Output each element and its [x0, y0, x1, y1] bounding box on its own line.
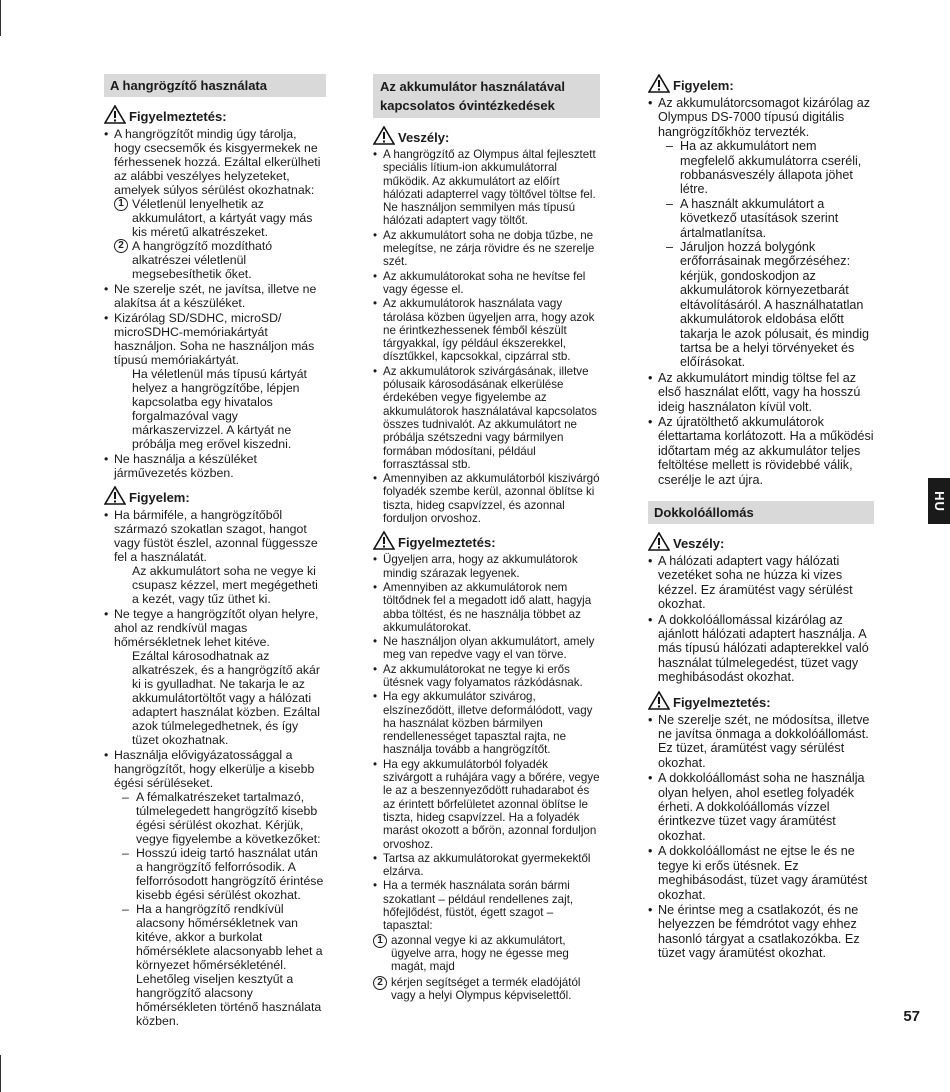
dash-item: – A használt akkumulátort a következő utasítások szerint ártalmatlanítsa.: [666, 196, 839, 240]
numbered-item-1: 1 azonnal vegye ki az akkumulátort, ügyelve arra, hogy ne égesse meg magát, majd: [373, 934, 600, 974]
list-item: • Az akkumulátorokat ne tegye ki erős ütésnek vagy folyamatos rázkódásnak.: [373, 663, 600, 690]
list-item: • Ne szerelje szét, ne módosítsa, illetve ne javítsa önmaga a dokkolóállomást. Ez tüzet, áramütést vagy sérülést okozhat.: [648, 713, 874, 771]
warning-triangle-icon: [104, 105, 126, 124]
page-edge-mark-top: [0, 0, 1, 36]
column-left: [104, 74, 326, 1029]
list-item: • A hangrögzítő az Olympus által fejlesztett speciális lítium-ion akkumulátorral működik. Az akkumulátort az előírt hálózati adapterrel vagy töltővel töltse fel. Ne használjon semmilyen más típusú hálózati adaptert vagy töltőt.: [373, 148, 600, 228]
column-right: [648, 74, 874, 962]
list-item: • Ne tegye a hangrögzítőt olyan helyre, ahol az rendkívül magas hőmérsékletnek lehet kitéve. Ezáltal károsodhatnak az alkatrészek, és a hangrögzítő akár ki is gyulladhat. Ne takarja le az akkumulátortöltőt vagy a hálózati adaptert használat közben. Ezáltal azok túlmelegedhetnek, és így tüzet okozhatnak.: [104, 607, 326, 747]
caution-list: [104, 508, 326, 1028]
language-tab: HU: [928, 478, 950, 524]
page-edge-mark-bottom: [0, 1055, 1, 1092]
circled-number-icon: 1: [114, 197, 128, 211]
list-item: • A dokkolóállomással kizárólag az ajánlott hálózati adaptert használja. A más típusú hálózati adapterekkel való használat túlmelegedést, tüzet vagy meghibásodást okozhat.: [648, 613, 874, 685]
list-item: • Ha bármiféle, a hangrögzítőből származó szokatlan szagot, hangot vagy füstöt észlel, azonnal függessze fel a használatát. Az akkumulátort soha ne vegye ki csupasz kézzel, mert megégetheti a kezét, vagy tűz üthet ki.: [104, 508, 326, 606]
danger-heading: Veszély:: [373, 126, 600, 145]
numbered-item-1: 1 Véletlenül lenyelhetik az akkumulátort, a kártyát vagy más kis méretű alkatrészeket.: [114, 197, 326, 239]
circled-number-icon: 2: [114, 239, 128, 253]
list-item: • Ha egy akkumulátorból folyadék szivárgott a ruhájára vagy a bőrére, vegye le az a beszennyeződött ruhadarabot és az érintett bőrfelületet azonnal öblítse le tiszta, hideg csapvízzel. Ha a folyadék marást okozott a bőrön, azonnal forduljon orvoshoz.: [373, 758, 600, 851]
list-item: • Az akkumulátort soha ne dobja tűzbe, ne melegítse, ne zárja rövidre és ne szerelje szét.: [373, 229, 600, 269]
list-item: • Az akkumulátort mindig töltse fel az első használat előtt, vagy ha hosszú ideig használaton kívül volt.: [648, 371, 874, 414]
column-middle: [373, 74, 600, 1002]
circled-number-icon: 2: [373, 976, 387, 990]
section-title-docking-station: Dokkolóállomás: [648, 501, 874, 524]
danger-heading: Veszély:: [648, 532, 874, 551]
list-item: • Amennyiben az akkumulátorból kiszivárgó folyadék szembe kerül, azonnal öblítse ki tiszta, hideg csapvízzel, és azonnal forduljon orvoshoz.: [373, 472, 600, 525]
list-item: • Tartsa az akkumulátorokat gyermekektől elzárva.: [373, 852, 600, 879]
list-item: • Ne használja a készüléket járművezetés közben.: [104, 452, 326, 480]
list-item: • Ha egy akkumulátor szivárog, elszíneződött, illetve deformálódott, vagy ha használat közben bármilyen rendellenességet tapasztal rajta, ne használja tovább a hangrögzítőt.: [373, 690, 600, 756]
dash-item: – Ha az akkumulátort nem megfelelő akkumulátorra cseréli, robbanásveszély állapota jöhet létre.: [666, 139, 862, 197]
list-item: • Használja elővigyázatossággal a hangrögzítőt, hogy elkerülje a kisebb égési sérüléseket. – A fémalkatrészeket tartalmazó, túlmelegedett hangrögzítő kisebb égési sérülést okozhat. Kérjük, vegye figyelembe a következőket: – Hosszú ideig tartó használat után a hangrögzítő felforrósodik. A felforrósodott hangrögzítő érintése kisebb égési sérülést okozhat. – Ha a hangrögzítő rendkívül alacsony hőmérsékletnek van kitéve, akkor a burkolat hőmérséklete alacsonyabb lehet a környezet hőmérsékleténél. Lehetőleg viseljen kesztyűt a hangrögzítő alacsony hőmérsékleten történő használata közben.: [104, 748, 326, 1028]
sub-text: Ha véletlenül más típusú kártyát helyez a hangrögzítőbe, lépjen kapcsolatba egy hivatalos forgalmazóval vagy márkaszervizzel. A kártyát ne próbálja meg erővel kiszedni.: [132, 367, 307, 451]
list-item: • A hangrögzítőt mindig úgy tárolja, hogy csecsemők és kisgyermekek ne férhessenek hozzá. Ezáltal elkerülheti az alábbi veszélyes helyzeteket, amelyek súlyos sérülést okozhatnak: 1 Véletlenül lenyelhetik az akkumulátort, a kártyát vagy más kis méretű alkatrészeket. 2 A hangrögzítő mozdítható alkatrészei véletlenül megsebesíthetik őket.: [104, 127, 326, 281]
warning-list: [648, 713, 874, 961]
list-item: • Kizárólag SD/SDHC, microSD/ microSDHC-memóriakártyát használjon. Soha ne használjon más típusú memóriakártyát. Ha véletlenül más típusú kártyát helyez a hangrögzítőbe, lépjen kapcsolatba egy hivatalos forgalmazóval vagy márkaszervizzel. A kártyát ne próbálja meg erővel kiszedni.: [104, 311, 326, 451]
dash-item: – Ha a hangrögzítő rendkívül alacsony hőmérsékletnek van kitéve, akkor a burkolat hőmérséklete alacsonyabb lehet a környezet hőmérsékleténél. Lehetőleg viseljen kesztyűt a hangrögzítő alacsony hőmérsékleten történő használata közben.: [122, 902, 323, 1028]
warning-triangle-icon: [648, 74, 670, 93]
list-item: • A dokkolóállomást soha ne használja olyan helyen, ahol esetleg folyadék érheti. A dokkolóállomás vízzel érintkezve tüzet vagy áramütést okozhat.: [648, 771, 874, 843]
dash-item: – Járuljon hozzá bolygónk erőforrásainak megőrzéséhez: kérjük, gondoskodjon az akkumulátorok környezetbarát eltávolításáról. A használhatatlan akkumulátorok eldobása előtt takarja le azok pólusait, és mindig tartsa be a helyi törvényeket és előírásokat.: [666, 240, 870, 370]
list-item: • Ügyeljen arra, hogy az akkumulátorok mindig szárazak legyenek.: [373, 553, 600, 580]
danger-list: [648, 554, 874, 685]
warning-triangle-icon: [373, 531, 395, 550]
caution-heading: Figyelem:: [104, 486, 326, 505]
warning-list: [104, 127, 326, 480]
dash-item: – A fémalkatrészeket tartalmazó, túlmelegedett hangrögzítő kisebb égési sérülést okozhat. Kérjük, vegye figyelembe a következőket:: [122, 790, 321, 846]
danger-list: [373, 148, 600, 525]
list-item: • Ne szerelje szét, ne javítsa, illetve ne alakítsa át a készüléket.: [104, 282, 326, 310]
page-number: 57: [903, 1008, 920, 1025]
list-item: • Az akkumulátorcsomagot kizárólag az Olympus DS-7000 típusú digitális hangrögzítőkhöz tervezték. – Ha az akkumulátort nem megfelelő akkumulátorra cseréli, robbanásveszély állapota jöhet létre. – A használt akkumulátort a következő utasítások szerint ártalmatlanítsa. – Járuljon hozzá bolygónk erőforrásainak megőrzéséhez: kérjük, gondoskodjon az akkumulátorok környezetbarát eltávolításáról. A használhatatlan akkumulátorok eldobása előtt takarja le azok pólusait, és mindig tartsa be a helyi törvényeket és előírásokat.: [648, 96, 874, 370]
list-item: • Az akkumulátorok használata vagy tárolása közben ügyeljen arra, hogy azok ne érintkezhessenek fémből készült tárgyakkal, így például ékszerekkel, dísztűkkel, kapcsokkal, cipzárral stb.: [373, 297, 600, 363]
caution-list: [648, 96, 874, 487]
sub-text: Ezáltal károsodhatnak az alkatrészek, és a hangrögzítő akár ki is gyulladhat. Ne takarja le az akkumulátortöltőt vagy a hálózati adaptert használat közben. Ezáltal azok túlmelegedhetnek, és így tüzet okozhatnak.: [132, 649, 320, 747]
warning-heading: Figyelmeztetés:: [648, 691, 874, 710]
warning-triangle-icon: [648, 691, 670, 710]
warning-heading: Figyelmeztetés:: [104, 105, 326, 124]
circled-number-icon: 1: [373, 934, 387, 948]
list-item: • A hálózati adaptert vagy hálózati vezetéket soha ne húzza ki vizes kézzel. Ez áramütést vagy sérülést okozhat.: [648, 554, 874, 612]
warning-heading: Figyelmeztetés:: [373, 531, 600, 550]
list-item: • A dokkolóállomást ne ejtse le és ne tegye ki erős ütésnek. Ez meghibásodást, tüzet vagy áramütést okozhat.: [648, 844, 874, 902]
list-item: • Amennyiben az akkumulátorok nem töltődnek fel a megadott idő alatt, hagyja abba töltést, és ne használja többet az akkumulátorokat.: [373, 581, 600, 634]
list-item: • Az újratölthető akkumulátorok élettartama korlátozott. Ha a működési időtartam még az akkumulátor teljes feltöltése mellett is rövidebbé válik, cserélje le azt újra.: [648, 415, 874, 487]
warning-triangle-icon: [104, 486, 126, 505]
warning-triangle-icon: [373, 126, 395, 145]
dash-item: – Hosszú ideig tartó használat után a hangrögzítő felforrósodik. A felforrósodott hangrögzítő érintése kisebb égési sérülést okozhat.: [122, 846, 324, 902]
numbered-item-2: 2 kérjen segítséget a termék eladójától vagy a helyi Olympus képviselettől.: [373, 976, 600, 1003]
list-item: • Ne használjon olyan akkumulátort, amely meg van repedve vagy el van törve.: [373, 635, 600, 662]
list-item: • Az akkumulátorokat soha ne hevítse fel vagy égesse el.: [373, 270, 600, 297]
list-item: • Ha a termék használata során bármi szokatlant – például rendellenes zajt, hőfejlődést, füstöt, égett szagot – tapasztal:: [373, 879, 600, 932]
section-title-battery-precautions: Az akkumulátor használatával kapcsolatos óvintézkedések: [373, 74, 600, 118]
list-item: • Ne érintse meg a csatlakozót, és ne helyezzen be fémdrótot vagy ehhez hasonló tárgyat a csatlakozókba. Ez tüzet vagy áramütést okozhat.: [648, 903, 874, 961]
caution-heading: Figyelem:: [648, 74, 874, 93]
list-item: • Az akkumulátorok szivárgásának, illetve pólusaik károsodásának elkerülése érdekében vegye figyelembe az akkumulátorok használatával kapcsolatos összes tudnivalót. Az akkumulátort ne próbálja szétszedni vagy bármilyen formában módosítani, például forrasztással stb.: [373, 365, 600, 471]
warning-triangle-icon: [648, 532, 670, 551]
numbered-item-2: 2 A hangrögzítő mozdítható alkatrészei véletlenül megsebesíthetik őket.: [114, 239, 326, 281]
section-title-recorder-use: A hangrögzítő használata: [104, 74, 326, 97]
warning-list: [373, 553, 600, 932]
sub-text: Az akkumulátort soha ne vegye ki csupasz kézzel, mert megégetheti a kezét, vagy tűz üthet ki.: [132, 564, 318, 606]
